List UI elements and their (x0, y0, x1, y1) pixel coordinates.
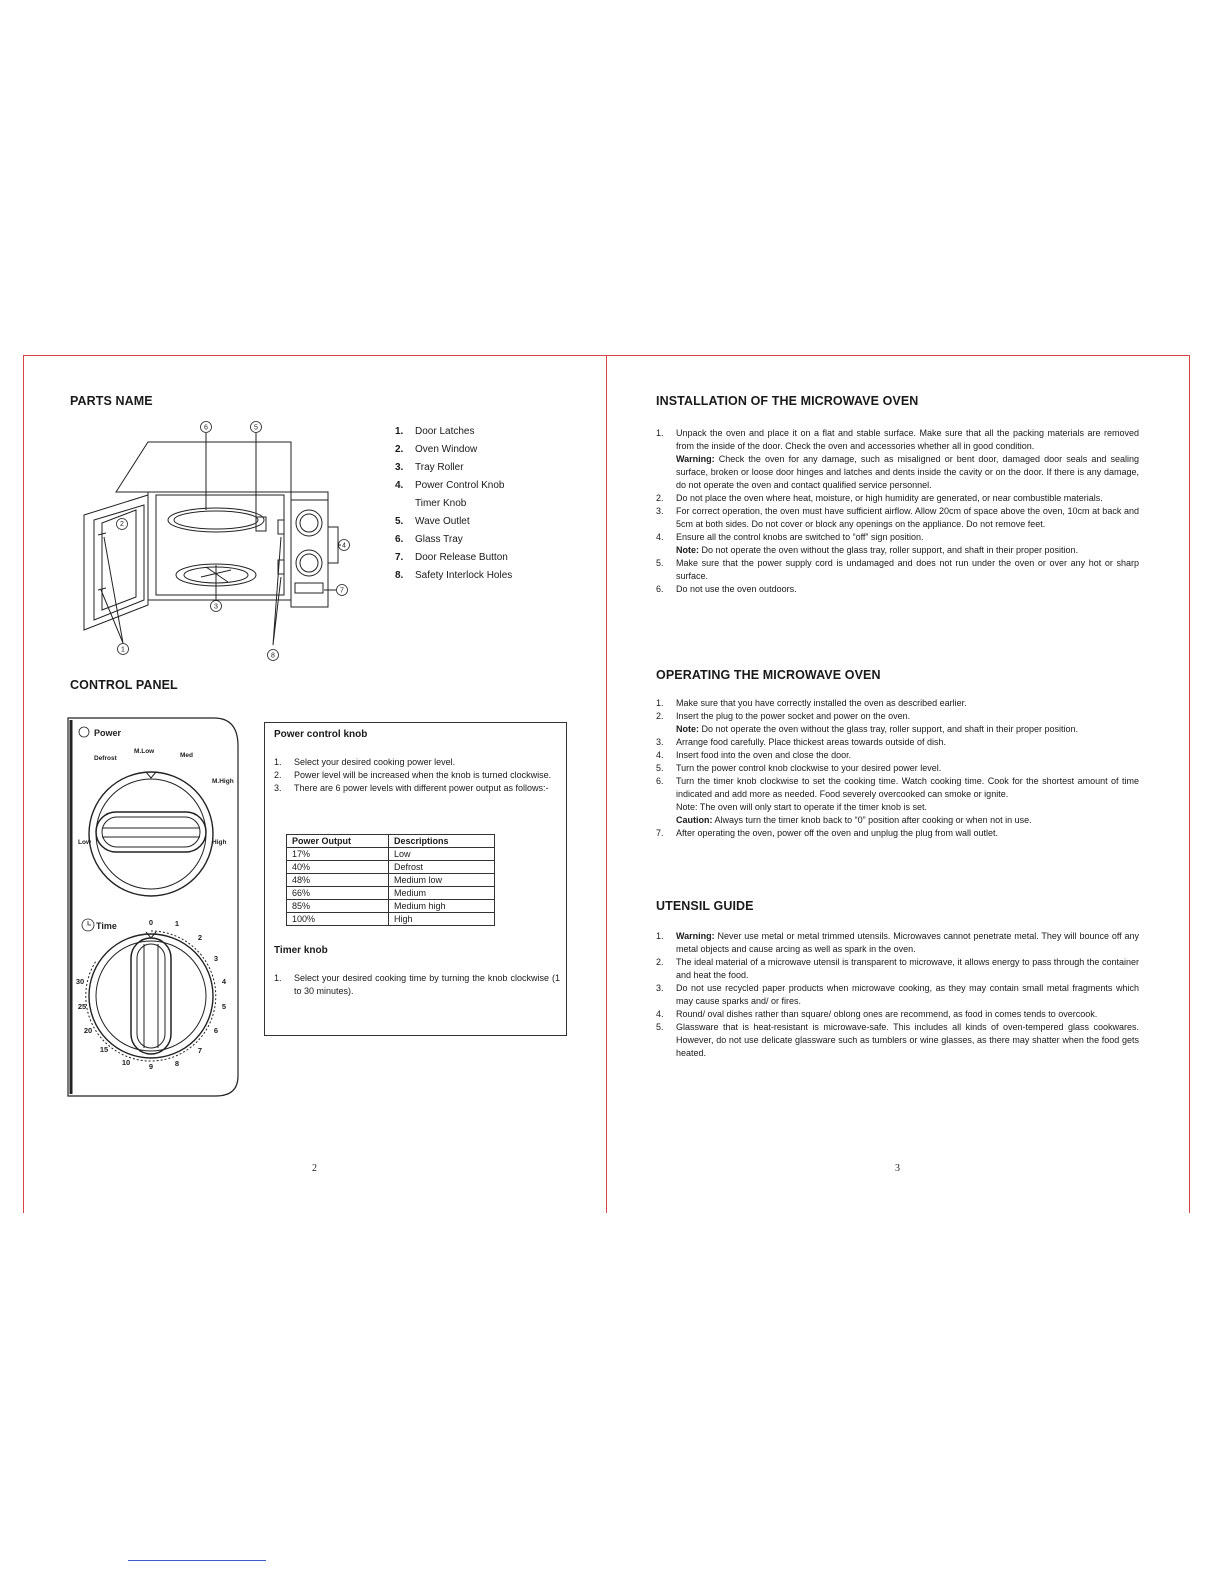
parts-list-item: 7. Door Release Button (395, 552, 508, 563)
parts-name-heading: PARTS NAME (70, 394, 153, 408)
list-item: 3. Do not use recycled paper products when microwave cooking, as they may contain small metal fragments which may cause sparks and/ or fires. (656, 983, 1139, 1006)
installation-list (656, 427, 1139, 596)
list-item: 4. Insert food into the oven and close the door. (656, 750, 852, 760)
time-mark: 5 (221, 1002, 227, 1011)
timer-steps-list (274, 972, 560, 998)
utensil-list (656, 930, 1139, 1060)
time-mark: 4 (221, 977, 227, 986)
power-level-label: M.Low (134, 748, 155, 755)
power-output-table (286, 834, 495, 926)
power-level-label: M.High (212, 778, 234, 785)
table-row: 85% Medium high (287, 900, 495, 913)
time-mark: 2 (197, 933, 203, 942)
time-mark: 8 (174, 1059, 180, 1068)
list-item: 2. The ideal material of a microwave utensil is transparent to microwave, it allows energy to pass through the container and heat the food. (656, 957, 1139, 980)
parts-list-item: 3. Tray Roller (395, 462, 464, 473)
power-level-label: Low (78, 839, 91, 846)
callout-5: 5 (254, 424, 258, 432)
parts-list-item: 5. Wave Outlet (395, 516, 470, 527)
list-item: 1. Make sure that you have correctly installed the oven as described earlier. (656, 698, 967, 708)
table-row: 66% Medium (287, 887, 495, 900)
operating-heading: OPERATING THE MICROWAVE OVEN (656, 668, 881, 682)
list-item: 5. Make sure that the power supply cord is undamaged and does not run under the oven or over any hot or sharp surface. (656, 558, 1139, 581)
page-number-right: 3 (895, 1163, 900, 1174)
list-item: 1. Select your desired cooking power level. (274, 757, 456, 767)
time-mark: 6 (213, 1026, 219, 1035)
list-item: 6. Do not use the oven outdoors. (656, 584, 797, 594)
power-level-label: Defrost (94, 755, 117, 762)
time-mark: 0 (148, 918, 154, 927)
column-header: Power Output (287, 835, 389, 848)
installation-heading: INSTALLATION OF THE MICROWAVE OVEN (656, 394, 919, 408)
list-item: 5. Turn the power control knob clockwise to your desired power level. (656, 763, 942, 773)
power-level-label: High (212, 839, 227, 846)
time-dial-label: Time (96, 921, 117, 931)
time-mark: 1 (174, 919, 180, 928)
control-panel-illustration (66, 716, 242, 1100)
parts-list-item: 4. Power Control Knob (395, 480, 505, 491)
time-mark: 15 (99, 1045, 109, 1054)
list-item: 4. Round/ oval dishes rather than square/ oblong ones are recommend, as food in comes tends to overcook. (656, 1009, 1098, 1019)
list-item: 6. Turn the timer knob clockwise to set the cooking time. Watch cooking time. Cook for the shortest amount of time indicated and add more as needed. Food severely overcooked can smoke or ignite. Note: The oven will only start to operate if the timer knob is set. Caution: Always turn the timer knob back to “0” position after cooking or when not in use. (656, 776, 1139, 825)
table-header-row (287, 835, 495, 848)
frame-border-left (23, 355, 24, 1213)
list-item: 1. Warning: Never use metal or metal trimmed utensils. Microwaves cannot penetrate metal. They will bounce off any metal objects and cause arcing as well as spark in the oven. (656, 931, 1139, 954)
column-header: Descriptions (389, 835, 495, 848)
page-number-left: 2 (312, 1163, 317, 1174)
table-row: 100% High (287, 913, 495, 926)
timer-knob-heading: Timer knob (274, 945, 328, 956)
frame-page-divider (606, 355, 607, 1213)
time-mark: 7 (197, 1046, 203, 1055)
power-dial-label: Power (94, 728, 122, 738)
parts-list-item: 1. Door Latches (395, 426, 475, 437)
parts-list-item: Timer Knob (415, 498, 467, 509)
utensil-guide-heading: UTENSIL GUIDE (656, 899, 754, 913)
list-item: 1. Select your desired cooking time by turning the knob clockwise (1 to 30 minutes). (274, 973, 560, 996)
callout-7: 7 (340, 587, 344, 595)
time-mark: 3 (213, 954, 219, 963)
blue-rule (128, 1560, 266, 1561)
callout-2: 2 (120, 521, 124, 528)
knob-instructions-box (264, 722, 567, 1036)
oven-diagram (66, 415, 366, 665)
parts-list-item: 8. Safety Interlock Holes (395, 570, 513, 581)
parts-list-item: 6. Glass Tray (395, 534, 463, 545)
list-item: 5. Glassware that is heat-resistant is microwave-safe. This includes all kinds of oven-tempered glass cookwares. However, do not use delicate glassware such as tumblers or wine glasses, as there may shatter when the food gets heated. (656, 1022, 1139, 1058)
power-control-knob-heading: Power control knob (274, 729, 368, 740)
table-row: 17% Low (287, 848, 495, 861)
callout-4: 4 (342, 542, 346, 550)
power-steps-list (274, 756, 560, 795)
list-item: 3. Arrange food carefully. Place thickest areas towards outside of dish. (656, 737, 946, 747)
callout-6: 6 (204, 424, 208, 432)
list-item: 7. After operating the oven, power off the oven and unplug the plug from wall outlet. (656, 828, 999, 838)
list-item: 2. Do not place the oven where heat, moisture, or high humidity are generated, or near combustible materials. (656, 493, 1103, 503)
parts-list-item: 2. Oven Window (395, 444, 478, 455)
time-mark: 10 (121, 1058, 131, 1067)
list-item: 1. Unpack the oven and place it on a flat and stable surface. Make sure that all the packing materials are removed from the inside of the door. Check the oven and accessories whether all in good condition. Warning: Check the oven for any damage, such as misaligned or bent door, damaged door seals and sealing surface, broken or loose door hinges and latches and dents inside the cavity or on the door. If there is any damage, do not operate the oven and contact qualified service personnel. (656, 428, 1139, 490)
list-item: 3. For correct operation, the oven must have sufficient airflow. Allow 20cm of space above the oven, 10cm at back and 5cm at both sides. Do not cover or block any openings on the appliance. Do not remove feet. (656, 506, 1139, 529)
frame-border-right (1189, 355, 1190, 1213)
callout-8: 8 (271, 652, 275, 660)
time-mark: 25 (77, 1002, 87, 1011)
parts-list (395, 426, 512, 588)
callout-3: 3 (214, 603, 218, 611)
list-item: 4. Ensure all the control knobs are switched to “off” sign position. Note: Do not operate the oven without the glass tray, roller support, and shaft in their proper position. (656, 532, 1079, 555)
time-mark: 20 (83, 1026, 93, 1035)
power-icon (79, 727, 89, 737)
list-item: 3. There are 6 power levels with different power output as follows:- (274, 783, 549, 793)
control-panel-heading: CONTROL PANEL (70, 678, 178, 692)
table-row: 40% Defrost (287, 861, 495, 874)
time-mark: 30 (75, 977, 85, 986)
power-level-label: Med (180, 752, 193, 759)
operating-list (656, 697, 1139, 840)
list-item: 2. Power level will be increased when the knob is turned clockwise. (274, 770, 552, 780)
time-mark: 9 (148, 1062, 154, 1071)
callout-1: 1 (121, 646, 125, 654)
table-row: 48% Medium low (287, 874, 495, 887)
list-item: 2. Insert the plug to the power socket and power on the oven. Note: Do not operate the oven without the glass tray, roller support, and shaft in their proper position. (656, 711, 1079, 734)
